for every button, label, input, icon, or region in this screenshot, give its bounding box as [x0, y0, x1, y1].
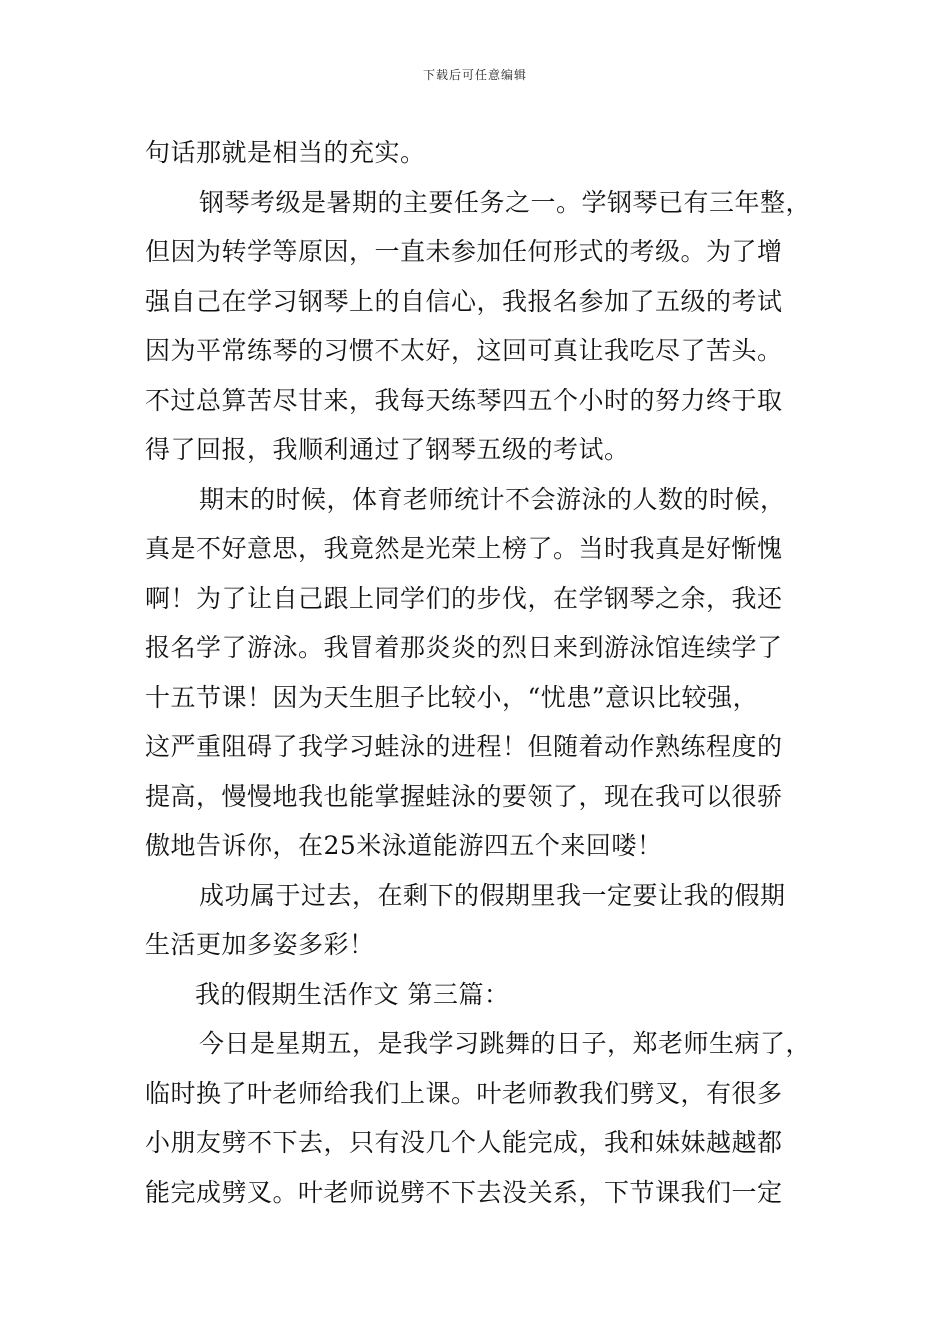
section-heading: 我的假期生活作文 第三篇：	[195, 979, 510, 1009]
page-header: 下载后可任意编辑	[422, 68, 527, 82]
text-line: 得了回报，我顺利通过了钢琴五级的考试。	[145, 435, 630, 464]
text-line: 但因为转学等原因，一直未参加任何形式的考级。为了增	[145, 237, 783, 266]
text-line: 句话那就是相当的充实。	[145, 138, 426, 167]
text-line: 十五节课！因为天生胆子比较小，“忧患”意识比较强，	[145, 682, 759, 712]
paragraph-start-line: 今日是星期五，是我学习跳舞的日子，郑老师生病了，	[199, 1029, 812, 1058]
text-line: 啊！为了让自己跟上同学们的步伐，在学钢琴之余，我还	[145, 583, 783, 613]
paragraph-start-line: 钢琴考级是暑期的主要任务之一。学钢琴已有三年整，	[199, 187, 812, 217]
text-line: 强自己在学习钢琴上的自信心，我报名参加了五级的考试	[145, 286, 783, 316]
text-line: 因为平常练琴的习惯不太好，这回可真让我吃尽了苦头。	[145, 336, 783, 365]
text-line: 报名学了游泳。我冒着那炎炎的烈日来到游泳馆连续学了	[145, 633, 783, 662]
document-body	[145, 128, 835, 1217]
text-line: 不过总算苦尽甘来，我每天练琴四五个小时的努力终于取	[145, 385, 783, 415]
text-line: 这严重阻碍了我学习蛙泳的进程！但随着动作熟练程度的	[145, 732, 783, 761]
text-line: 真是不好意思，我竟然是光荣上榜了。当时我真是好惭愧	[145, 534, 783, 563]
paragraph-start-line: 成功属于过去，在剩下的假期里我一定要让我的假期	[199, 880, 786, 910]
text-line: 小朋友劈不下去，只有没几个人能完成，我和妹妹越越都	[145, 1128, 783, 1157]
text-line: 临时换了叶老师给我们上课。叶老师教我们劈叉，有很多	[145, 1078, 783, 1108]
text-line: 提高，慢慢地我也能掌握蛙泳的要领了，现在我可以很骄	[145, 781, 783, 811]
text-line: 能完成劈叉。叶老师说劈不下去没关系，下节课我们一定	[145, 1177, 783, 1207]
paragraph-start-line: 期末的时候，体育老师统计不会游泳的人数的时候，	[199, 484, 786, 514]
text-line: 傲地告诉你，在25米泳道能游四五个来回喽！	[145, 831, 663, 860]
text-line: 生活更加多姿多彩！	[145, 930, 375, 959]
